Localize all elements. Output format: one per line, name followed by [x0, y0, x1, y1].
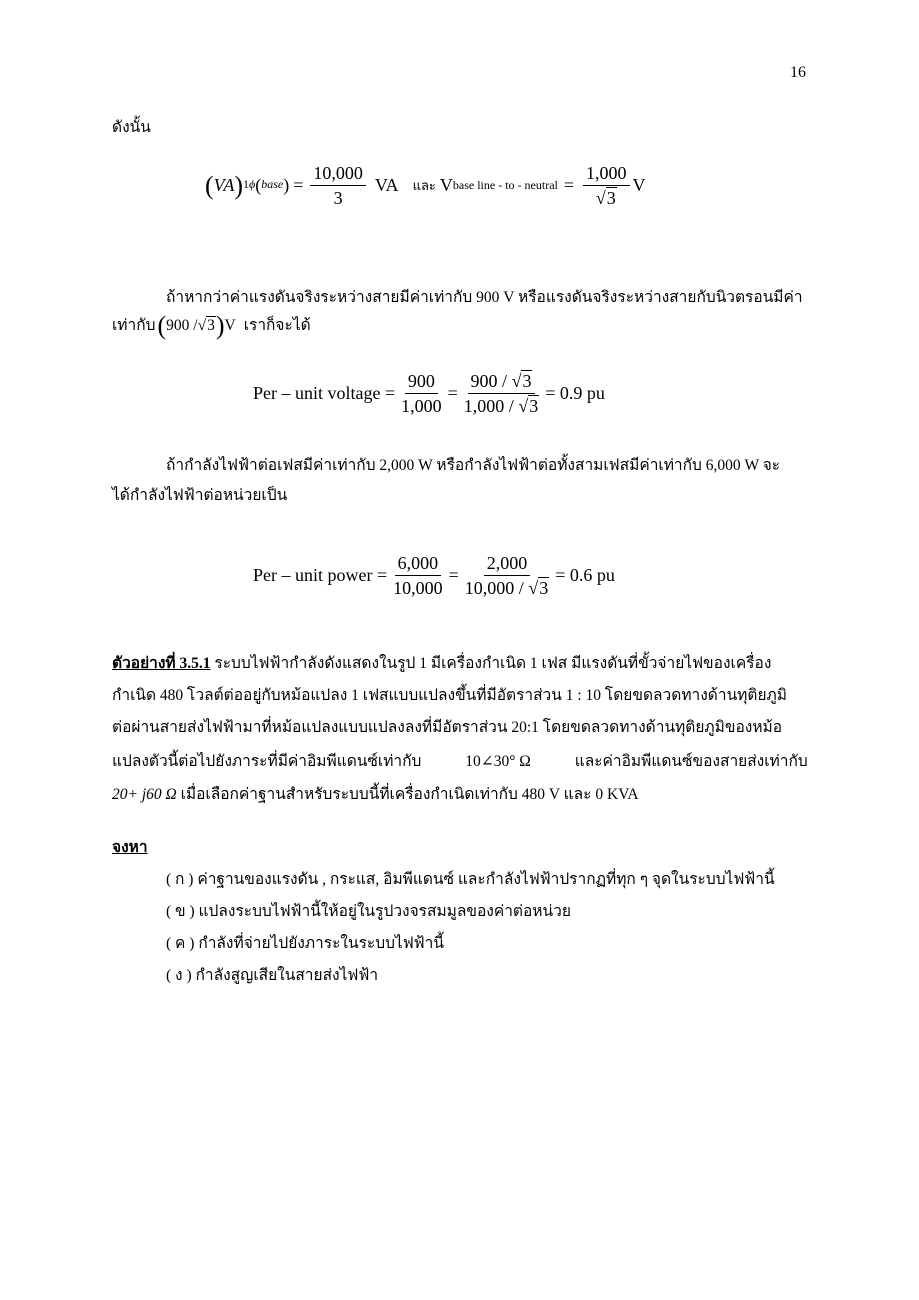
page-number: 16 — [790, 64, 806, 81]
equation-base-values: ( VA ) 1ϕ(base) = $\frac{10,000}{3}$ VA และ V base line - to - neutral = $\frac{1,000}{√3}$ V — [205, 163, 646, 208]
example-line3: ต่อผ่านสายส่งไฟฟ้ามาที่หม้อแปลงแบบแปลงลงที่มีอัตราส่วน 20:1 โดยขดลวดทางด้านทุติยภูมิของหม้อ — [112, 719, 783, 736]
example-line2: กำเนิด 480 โวลต์ต่ออยู่กับหม้อแปลง 1 เฟสแบบแปลงขึ้นที่มีอัตราส่วน 1 : 10 โดยขดลวดทางด้านทุติยภูมิ — [112, 687, 787, 704]
example-line4: แปลงตัวนี้ต่อไปยังภาระที่มีค่าอิมพีแดนซ์เท่ากับ 10∠30° Ω และค่าอิมพีแดนซ์ของสายส่งเท่ากับ — [112, 753, 808, 770]
find-item-b: ( ข ) แปลงระบบไฟฟ้านี้ให้อยู่ในรูปวงจรสมมูลของค่าต่อหน่วย — [166, 903, 571, 920]
lhs-subscript: 1ϕ(base) — [243, 175, 290, 195]
fraction-power-2: $\frac{2,000}{10,000 / √3}$ — [464, 553, 549, 598]
intro-word: ดังนั้น — [112, 119, 151, 136]
fraction-va-base: $\frac{10,000}{3}$ — [310, 162, 366, 209]
v-subscript: base line - to - neutral — [452, 178, 558, 192]
example-line5: 20+ j60 Ω เมื่อเลือกค่าฐานสำหรับระบบนี้ที่เครื่องกำเนิดเท่ากับ 480 V และ 0 KVA — [112, 786, 639, 803]
v-label: V — [439, 175, 453, 195]
find-item-d: ( ง ) กำลังสูญเสียในสายส่งไฟฟ้า — [166, 967, 379, 984]
conjunction: และ — [412, 179, 436, 194]
fraction-voltage-2: $\frac{900 / √3}{1,000 / √3}$ — [463, 371, 539, 416]
fraction-power-1: $\frac{6,000}{10,000}$ — [393, 553, 443, 598]
para2-line1: ถ้ากำลังไฟฟ้าต่อเฟสมีค่าเท่ากับ 2,000 W หรือกำลังไฟฟ้าต่อทั้งสามเฟสมีค่าเท่ากับ 6,000 W จะ — [166, 457, 781, 474]
find-item-c: ( ค ) กำลังที่จ่ายไปยังภาระในระบบไฟฟ้านี้ — [166, 935, 444, 952]
fraction-voltage-1: $\frac{900}{1,000}$ — [401, 371, 442, 416]
para1-line2: เท่ากับ ( 900 / √3 ) V เราก็จะได้ — [112, 311, 311, 340]
example-line1: ตัวอย่างที่ 3.5.1 ระบบไฟฟ้ากำลังดังแสดงในรูป 1 มีเครื่องกำเนิด 1 เฟส มีแรงดันที่ขั้วจ่ายไฟของเครื่อง — [112, 655, 772, 672]
para1-line1: ถ้าหากว่าค่าแรงดันจริงระหว่างสายมีค่าเท่ากับ 900 V หรือแรงดันจริงระหว่างสายกับนิวตรอนมีค่า — [166, 289, 803, 306]
para2-line2: ได้กำลังไฟฟ้าต่อหน่วยเป็น — [112, 487, 288, 504]
unit-v: V — [632, 175, 646, 195]
find-item-a: ( ก ) ค่าฐานของแรงดัน , กระแส, อิมพีแดนซ์ และกำลังไฟฟ้าปรากฏที่ทุก ๆ จุดในระบบไฟฟ้านี้ — [166, 871, 775, 888]
find-heading: จงหา — [112, 839, 148, 856]
equation-per-unit-voltage: Per – unit voltage = $\frac{900}{1,000}$ = $\frac{900 / √3}{1,000 / √3}$ = 0.9 pu — [253, 371, 605, 416]
power-result: = 0.6 pu — [555, 565, 615, 585]
example-heading: ตัวอย่างที่ 3.5.1 — [112, 655, 211, 672]
fraction-v-base: $\frac{1,000}{√3}$ — [583, 162, 630, 209]
equation-per-unit-power: Per – unit power = $\frac{6,000}{10,000}$ = $\frac{2,000}{10,000 / √3}$ = 0.6 pu — [253, 553, 615, 598]
line-impedance: 20+ j60 Ω — [112, 786, 177, 803]
voltage-result: = 0.9 pu — [545, 383, 605, 403]
lhs-close-paren: ) — [234, 170, 243, 200]
unit-va: VA — [374, 175, 399, 195]
lhs-variable: VA — [213, 175, 235, 195]
lhs-open-paren: ( — [205, 170, 214, 200]
load-impedance: 10∠30° Ω — [465, 753, 531, 770]
